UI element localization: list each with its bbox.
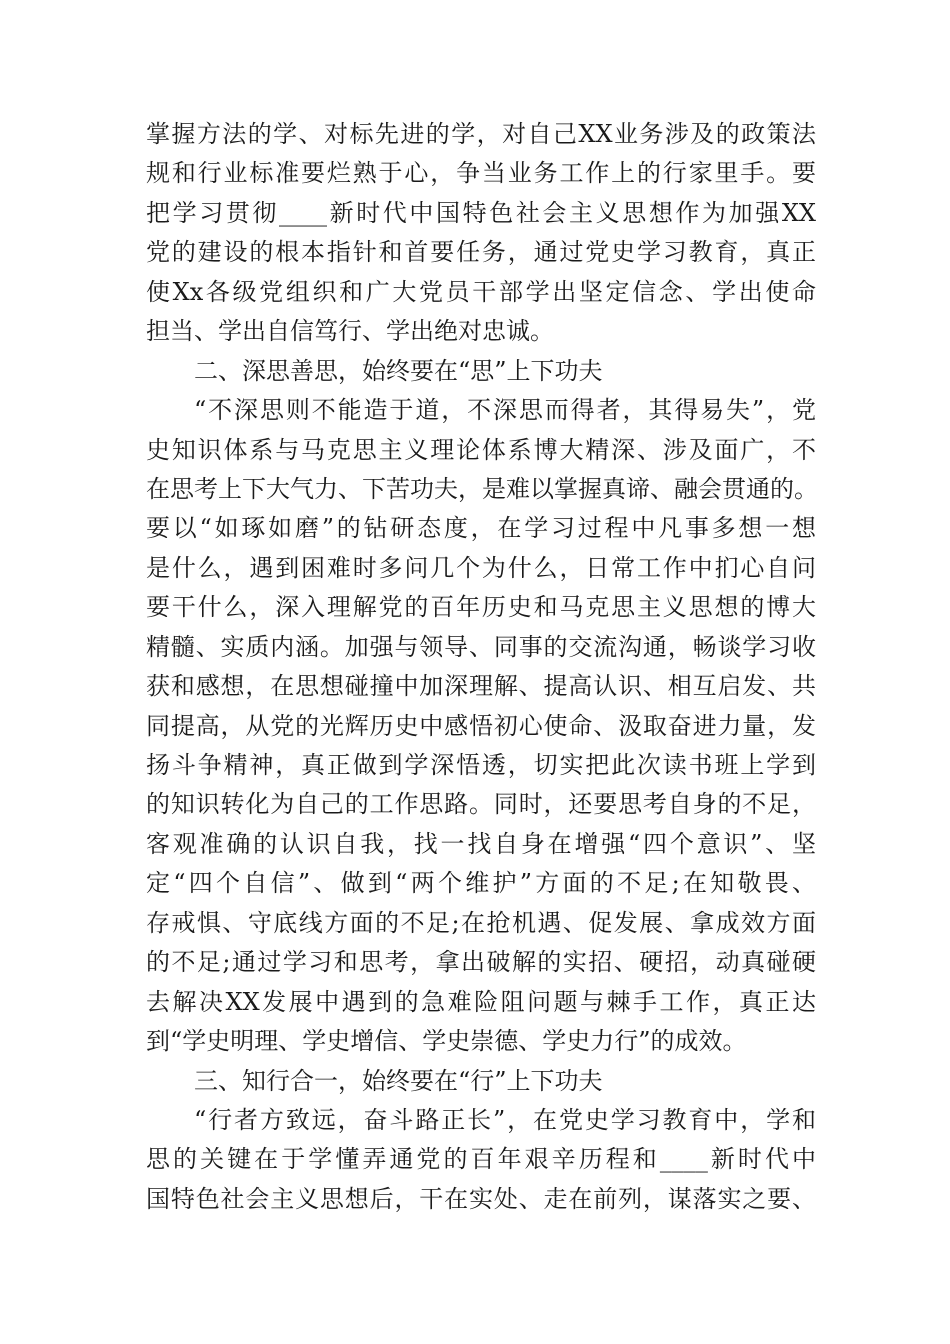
text-line: 担当、学出自信笃行、学出绝对忠诚。 bbox=[146, 317, 554, 346]
text-line: 定“四个自信”、做到“两个维护”方面的不足;在知敬畏、 bbox=[146, 869, 816, 898]
text-line: 规和行业标准要烂熟于心，争当业务工作上的行家里手。要 bbox=[146, 159, 816, 188]
text-line: 是什么，遇到困难时多问几个为什么，日常工作中扪心自问 bbox=[146, 553, 816, 582]
text-line: 把学习贯彻____新时代中国特色社会主义思想作为加强XX bbox=[146, 198, 816, 227]
text-line: 的知识转化为自己的工作思路。同时，还要思考自身的不足， bbox=[146, 790, 816, 819]
text-line: 精髓、实质内涵。加强与领导、同事的交流沟通，畅谈学习收 bbox=[146, 632, 816, 661]
text-line: 到“学史明理、学史增信、学史崇德、学史力行”的成效。 bbox=[146, 1027, 747, 1056]
text-line: “不深思则不能造于道，不深思而得者，其得易失”，党 bbox=[194, 396, 816, 425]
text-line: 存戒惧、守底线方面的不足;在抢机遇、促发展、拿成效方面 bbox=[146, 908, 816, 937]
text-line: 思的关键在于学懂弄通党的百年艰辛历程和____新时代中 bbox=[146, 1145, 816, 1174]
text-line: 史知识体系与马克思主义理论体系博大精深、涉及面广，不 bbox=[146, 435, 816, 464]
text-line: 在思考上下大气力、下苦功夫，是难以掌握真谛、融会贯通的。 bbox=[146, 474, 818, 503]
text-line: 获和感想，在思想碰撞中加深理解、提高认识、相互启发、共 bbox=[146, 672, 816, 701]
document-body bbox=[146, 115, 816, 1219]
text-line: 国特色社会主义思想后，干在实处、走在前列，谋落实之要、 bbox=[146, 1184, 816, 1213]
text-line: 要以“如琢如磨”的钻研态度，在学习过程中凡事多想一想 bbox=[146, 514, 816, 543]
text-line: 扬斗争精神，真正做到学深悟透，切实把此次读书班上学到 bbox=[146, 751, 816, 779]
text-line: 的不足;通过学习和思考，拿出破解的实招、硬招，动真碰硬 bbox=[146, 948, 816, 977]
text-line: 党的建设的根本指针和首要任务，通过党史学习教育，真正 bbox=[146, 238, 816, 267]
text-line: 二、深思善思，始终要在“思”上下功夫 bbox=[194, 356, 603, 385]
text-line: 使Xx各级党组织和广大党员干部学出坚定信念、学出使命 bbox=[146, 277, 816, 306]
text-line: “行者方致远，奋斗路正长”，在党史学习教育中，学和 bbox=[194, 1105, 816, 1134]
text-line: 客观准确的认识自我，找一找自身在增强“四个意识”、坚 bbox=[146, 829, 816, 858]
text-line: 三、知行合一，始终要在“行”上下功夫 bbox=[194, 1066, 603, 1095]
text-line: 去解决XX发展中遇到的急难险阻问题与棘手工作，真正达 bbox=[146, 987, 816, 1016]
text-line: 要干什么，深入理解党的百年历史和马克思主义思想的博大 bbox=[146, 593, 816, 622]
text-line: 掌握方法的学、对标先进的学，对自己XX业务涉及的政策法 bbox=[146, 120, 816, 148]
text-line: 同提高，从党的光辉历史中感悟初心使命、汲取奋进力量，发 bbox=[146, 711, 816, 740]
